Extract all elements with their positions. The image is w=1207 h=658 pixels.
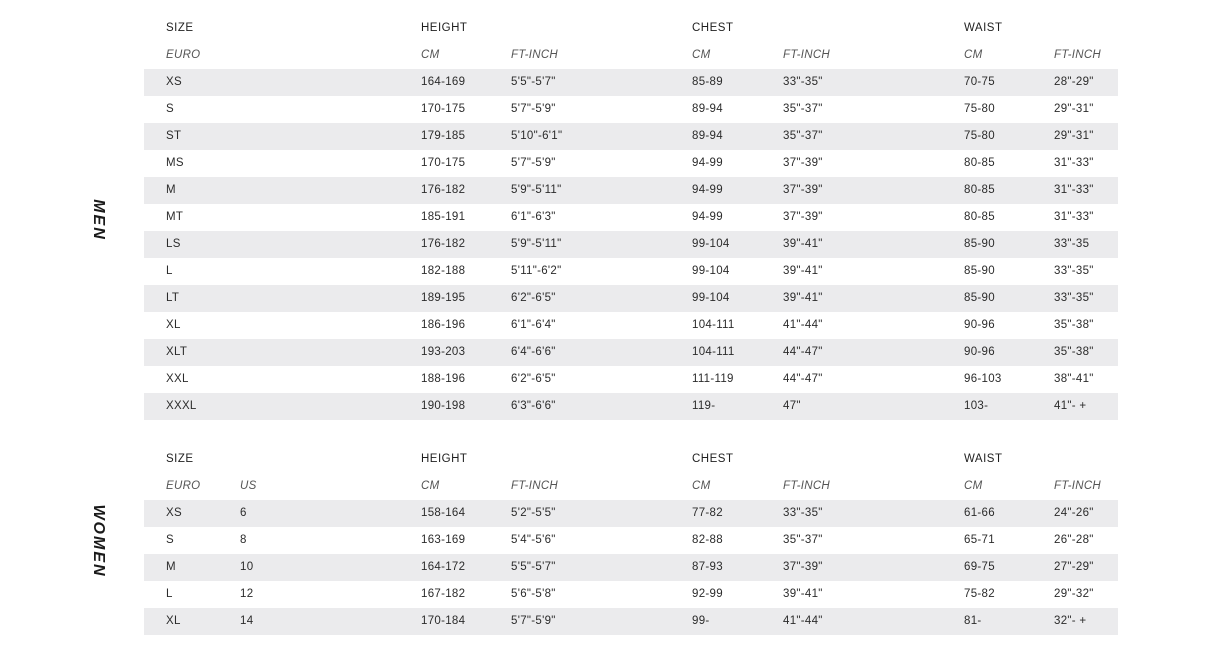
chest-cm-cell: 89-94 bbox=[692, 130, 723, 142]
chest-ft-cell: 41"-44" bbox=[783, 615, 823, 627]
waist-ft-cell: 35"-38" bbox=[1054, 346, 1094, 358]
us-subheader: US bbox=[240, 480, 257, 492]
women-header-row bbox=[144, 446, 1118, 473]
chest-cm-subheader: CM bbox=[692, 480, 711, 492]
waist-ft-cell: 33"-35 bbox=[1054, 238, 1090, 250]
height-cm-cell: 167-182 bbox=[421, 588, 466, 600]
height-ft-cell: 5'7"-5'9" bbox=[511, 103, 556, 115]
table-row bbox=[144, 96, 1118, 123]
chest-cm-cell: 104-111 bbox=[692, 346, 735, 358]
chest-ft-cell: 35"-37" bbox=[783, 534, 823, 546]
height-cm-cell: 193-203 bbox=[421, 346, 466, 358]
chest-cm-subheader: CM bbox=[692, 49, 711, 61]
chest-ft-cell: 39"-41" bbox=[783, 238, 823, 250]
waist-cm-cell: 85-90 bbox=[964, 292, 995, 304]
us-size-cell: 12 bbox=[240, 588, 254, 600]
waist-cm-cell: 75-80 bbox=[964, 103, 995, 115]
waist-header: WAIST bbox=[964, 22, 1003, 34]
chest-cm-cell: 99- bbox=[692, 615, 710, 627]
waist-ft-cell: 31"-33" bbox=[1054, 184, 1094, 196]
euro-size-cell: L bbox=[166, 588, 173, 600]
chest-ft-cell: 37"-39" bbox=[783, 211, 823, 223]
chest-ft-cell: 37"-39" bbox=[783, 184, 823, 196]
height-ft-cell: 5'5"-5'7" bbox=[511, 76, 556, 88]
height-header: HEIGHT bbox=[421, 22, 468, 34]
waist-cm-cell: 80-85 bbox=[964, 157, 995, 169]
table-row bbox=[144, 204, 1118, 231]
height-ft-cell: 5'7"-5'9" bbox=[511, 157, 556, 169]
euro-size-cell: ST bbox=[166, 130, 182, 142]
euro-size-cell: XL bbox=[166, 615, 181, 627]
height-cm-cell: 176-182 bbox=[421, 238, 466, 250]
chest-cm-cell: 111-119 bbox=[692, 373, 734, 385]
waist-cm-cell: 81- bbox=[964, 615, 982, 627]
height-ft-cell: 5'11"-6'2" bbox=[511, 265, 562, 277]
height-cm-cell: 188-196 bbox=[421, 373, 466, 385]
waist-cm-subheader: CM bbox=[964, 480, 983, 492]
us-size-cell: 8 bbox=[240, 534, 247, 546]
height-cm-cell: 189-195 bbox=[421, 292, 466, 304]
height-ft-cell: 5'2"-5'5" bbox=[511, 507, 556, 519]
height-ft-cell: 6'1"-6'3" bbox=[511, 211, 556, 223]
waist-cm-cell: 85-90 bbox=[964, 238, 995, 250]
women-table-body bbox=[144, 500, 1118, 635]
waist-header: WAIST bbox=[964, 453, 1003, 465]
height-cm-cell: 164-169 bbox=[421, 76, 466, 88]
height-ft-cell: 5'10"-6'1" bbox=[511, 130, 563, 142]
women-size-table bbox=[144, 446, 1118, 635]
table-row bbox=[144, 69, 1118, 96]
table-row bbox=[144, 258, 1118, 285]
height-cm-cell: 190-198 bbox=[421, 400, 466, 412]
waist-ft-cell: 31"-33" bbox=[1054, 157, 1094, 169]
waist-cm-cell: 80-85 bbox=[964, 184, 995, 196]
men-subheader-row bbox=[144, 42, 1118, 69]
table-row bbox=[144, 366, 1118, 393]
height-cm-cell: 163-169 bbox=[421, 534, 466, 546]
chest-header: CHEST bbox=[692, 22, 734, 34]
us-size-cell: 10 bbox=[240, 561, 254, 573]
table-row bbox=[144, 554, 1118, 581]
men-size-table bbox=[144, 15, 1118, 420]
waist-ft-cell: 29"-32" bbox=[1054, 588, 1094, 600]
chest-ft-cell: 39"-41" bbox=[783, 265, 823, 277]
waist-ft-cell: 32"- + bbox=[1054, 615, 1087, 627]
waist-cm-cell: 65-71 bbox=[964, 534, 995, 546]
waist-cm-cell: 90-96 bbox=[964, 346, 995, 358]
height-cm-cell: 185-191 bbox=[421, 211, 466, 223]
height-ft-cell: 6'2"-6'5" bbox=[511, 292, 556, 304]
euro-size-cell: XS bbox=[166, 507, 182, 519]
height-cm-cell: 158-164 bbox=[421, 507, 466, 519]
table-row bbox=[144, 527, 1118, 554]
chest-ft-subheader: FT-INCH bbox=[783, 480, 831, 492]
chest-ft-cell: 41"-44" bbox=[783, 319, 823, 331]
euro-size-cell: S bbox=[166, 103, 174, 115]
euro-size-cell: MT bbox=[166, 211, 184, 223]
waist-ft-cell: 35"-38" bbox=[1054, 319, 1094, 331]
waist-cm-cell: 70-75 bbox=[964, 76, 995, 88]
height-cm-cell: 170-175 bbox=[421, 103, 466, 115]
waist-cm-cell: 80-85 bbox=[964, 211, 995, 223]
table-row bbox=[144, 285, 1118, 312]
chest-ft-cell: 37"-39" bbox=[783, 157, 823, 169]
waist-cm-cell: 61-66 bbox=[964, 507, 995, 519]
chest-header: CHEST bbox=[692, 453, 734, 465]
table-row bbox=[144, 500, 1118, 527]
height-cm-cell: 170-184 bbox=[421, 615, 466, 627]
waist-cm-subheader: CM bbox=[964, 49, 983, 61]
waist-ft-cell: 28"-29" bbox=[1054, 76, 1094, 88]
chest-cm-cell: 119- bbox=[692, 400, 716, 412]
chest-ft-cell: 47" bbox=[783, 400, 801, 412]
waist-ft-cell: 33"-35" bbox=[1054, 292, 1094, 304]
euro-size-cell: XS bbox=[166, 76, 182, 88]
table-row bbox=[144, 150, 1118, 177]
euro-subheader: EURO bbox=[166, 49, 201, 61]
euro-size-cell: LT bbox=[166, 292, 180, 304]
euro-size-cell: LS bbox=[166, 238, 181, 250]
waist-ft-cell: 41"- + bbox=[1054, 400, 1087, 412]
men-header-row bbox=[144, 15, 1118, 42]
height-cm-subheader: CM bbox=[421, 49, 440, 61]
table-row bbox=[144, 608, 1118, 635]
euro-size-cell: MS bbox=[166, 157, 184, 169]
chest-cm-cell: 92-99 bbox=[692, 588, 723, 600]
waist-ft-subheader: FT-INCH bbox=[1054, 49, 1102, 61]
chest-ft-cell: 39"-41" bbox=[783, 292, 823, 304]
height-ft-cell: 5'4"-5'6" bbox=[511, 534, 556, 546]
height-cm-subheader: CM bbox=[421, 480, 440, 492]
us-size-cell: 6 bbox=[240, 507, 247, 519]
waist-ft-cell: 29"-31" bbox=[1054, 103, 1094, 115]
height-ft-subheader: FT-INCH bbox=[511, 49, 559, 61]
waist-cm-cell: 90-96 bbox=[964, 319, 995, 331]
table-row bbox=[144, 123, 1118, 150]
table-row bbox=[144, 312, 1118, 339]
height-ft-cell: 5'6"-5'8" bbox=[511, 588, 556, 600]
waist-cm-cell: 103- bbox=[964, 400, 989, 412]
table-row bbox=[144, 177, 1118, 204]
chest-cm-cell: 104-111 bbox=[692, 319, 735, 331]
size-header: SIZE bbox=[166, 453, 194, 465]
women-section-label: WOMEN bbox=[90, 504, 107, 578]
waist-ft-cell: 33"-35" bbox=[1054, 265, 1094, 277]
height-ft-cell: 5'7"-5'9" bbox=[511, 615, 556, 627]
table-row bbox=[144, 339, 1118, 366]
chest-ft-cell: 37"-39" bbox=[783, 561, 823, 573]
height-ft-cell: 5'9"-5'11" bbox=[511, 184, 562, 196]
waist-ft-cell: 29"-31" bbox=[1054, 130, 1094, 142]
chest-cm-cell: 94-99 bbox=[692, 211, 723, 223]
chest-cm-cell: 89-94 bbox=[692, 103, 723, 115]
waist-cm-cell: 75-80 bbox=[964, 130, 995, 142]
euro-size-cell: L bbox=[166, 265, 173, 277]
chest-ft-subheader: FT-INCH bbox=[783, 49, 831, 61]
chest-cm-cell: 99-104 bbox=[692, 265, 730, 277]
euro-subheader: EURO bbox=[166, 480, 201, 492]
chest-cm-cell: 94-99 bbox=[692, 157, 723, 169]
euro-size-cell: XLT bbox=[166, 346, 188, 358]
height-ft-cell: 6'4"-6'6" bbox=[511, 346, 556, 358]
chest-ft-cell: 35"-37" bbox=[783, 103, 823, 115]
women-subheader-row bbox=[144, 473, 1118, 500]
waist-ft-cell: 31"-33" bbox=[1054, 211, 1094, 223]
height-ft-cell: 5'9"-5'11" bbox=[511, 238, 562, 250]
euro-size-cell: M bbox=[166, 184, 176, 196]
height-cm-cell: 182-188 bbox=[421, 265, 466, 277]
us-size-cell: 14 bbox=[240, 615, 254, 627]
chest-cm-cell: 77-82 bbox=[692, 507, 723, 519]
chest-ft-cell: 33"-35" bbox=[783, 76, 823, 88]
waist-ft-cell: 24"-26" bbox=[1054, 507, 1094, 519]
height-ft-cell: 6'1"-6'4" bbox=[511, 319, 556, 331]
waist-ft-cell: 26"-28" bbox=[1054, 534, 1094, 546]
chest-cm-cell: 87-93 bbox=[692, 561, 723, 573]
waist-cm-cell: 96-103 bbox=[964, 373, 1002, 385]
height-header: HEIGHT bbox=[421, 453, 468, 465]
table-row bbox=[144, 393, 1118, 420]
height-ft-cell: 5'5"-5'7" bbox=[511, 561, 556, 573]
waist-cm-cell: 85-90 bbox=[964, 265, 995, 277]
table-row bbox=[144, 231, 1118, 258]
waist-ft-cell: 27"-29" bbox=[1054, 561, 1094, 573]
euro-size-cell: XXXL bbox=[166, 400, 197, 412]
height-ft-cell: 6'3"-6'6" bbox=[511, 400, 556, 412]
chest-cm-cell: 82-88 bbox=[692, 534, 723, 546]
height-cm-cell: 176-182 bbox=[421, 184, 466, 196]
height-cm-cell: 186-196 bbox=[421, 319, 466, 331]
chest-ft-cell: 44"-47" bbox=[783, 346, 823, 358]
euro-size-cell: S bbox=[166, 534, 174, 546]
height-ft-cell: 6'2"-6'5" bbox=[511, 373, 556, 385]
height-ft-subheader: FT-INCH bbox=[511, 480, 559, 492]
euro-size-cell: XXL bbox=[166, 373, 189, 385]
chest-ft-cell: 39"-41" bbox=[783, 588, 823, 600]
chest-cm-cell: 85-89 bbox=[692, 76, 723, 88]
table-row bbox=[144, 581, 1118, 608]
waist-cm-cell: 69-75 bbox=[964, 561, 995, 573]
chest-cm-cell: 99-104 bbox=[692, 238, 730, 250]
euro-size-cell: M bbox=[166, 561, 176, 573]
size-header: SIZE bbox=[166, 22, 194, 34]
euro-size-cell: XL bbox=[166, 319, 181, 331]
waist-cm-cell: 75-82 bbox=[964, 588, 995, 600]
chest-cm-cell: 94-99 bbox=[692, 184, 723, 196]
men-table-body bbox=[144, 69, 1118, 420]
height-cm-cell: 164-172 bbox=[421, 561, 466, 573]
chest-ft-cell: 35"-37" bbox=[783, 130, 823, 142]
chest-ft-cell: 44"-47" bbox=[783, 373, 823, 385]
chest-cm-cell: 99-104 bbox=[692, 292, 730, 304]
waist-ft-cell: 38"-41" bbox=[1054, 373, 1094, 385]
waist-ft-subheader: FT-INCH bbox=[1054, 480, 1102, 492]
height-cm-cell: 170-175 bbox=[421, 157, 466, 169]
men-section-label: MEN bbox=[90, 199, 107, 241]
chest-ft-cell: 33"-35" bbox=[783, 507, 823, 519]
height-cm-cell: 179-185 bbox=[421, 130, 466, 142]
